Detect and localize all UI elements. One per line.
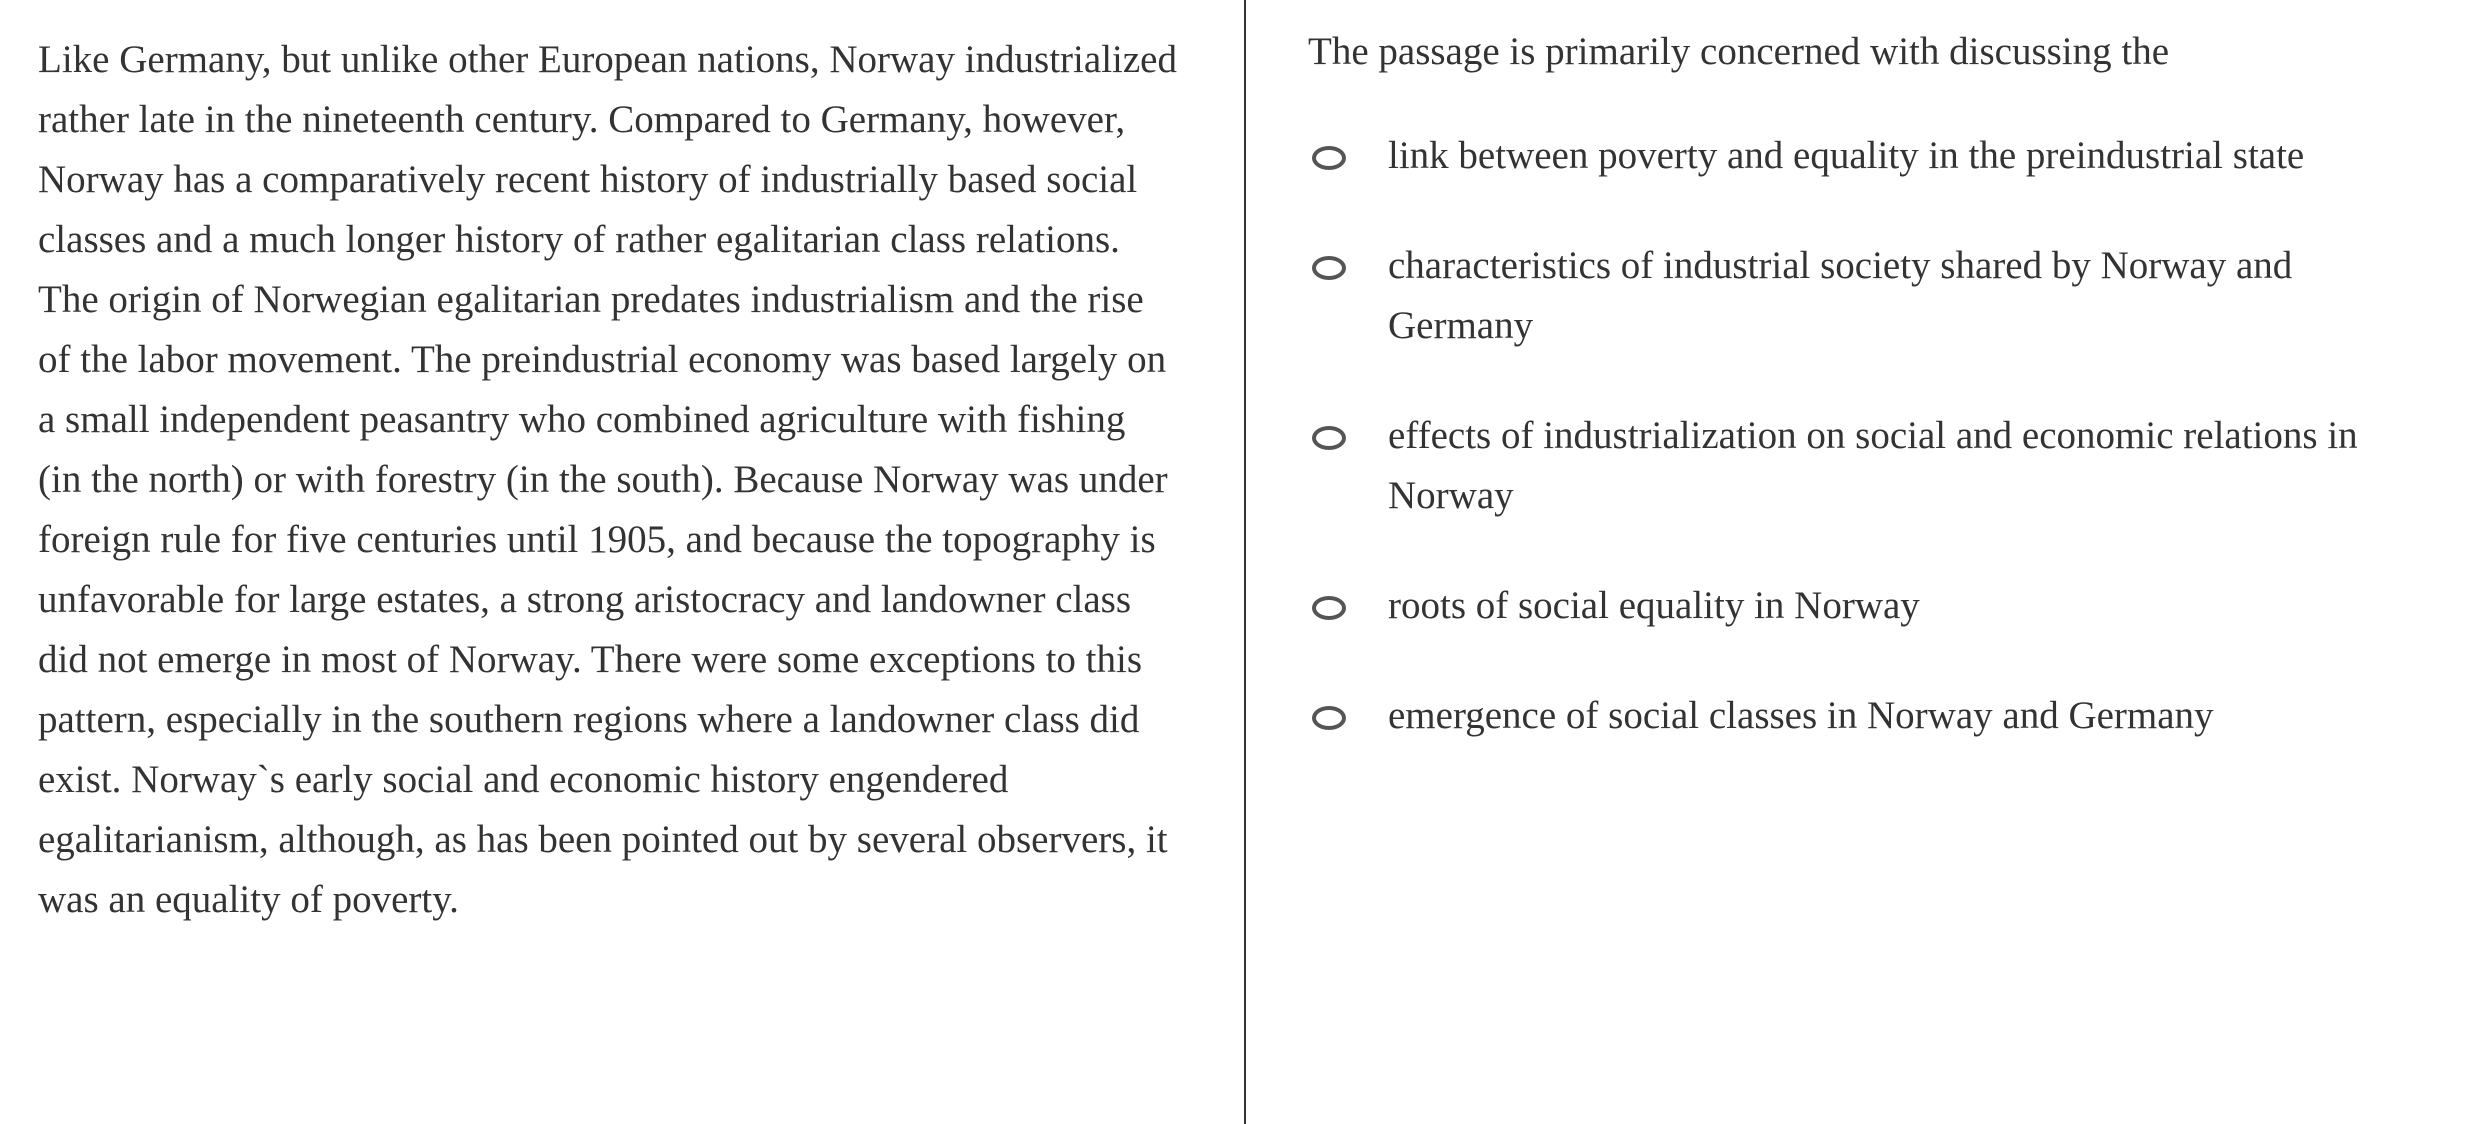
- answer-option-b[interactable]: [1308, 236, 2478, 356]
- answer-option-label: effects of industrialization on social and economic relations in Norway: [1388, 414, 2358, 517]
- answer-option-d[interactable]: [1308, 576, 2478, 636]
- answer-option-label: emergence of social classes in Norway and Germany: [1388, 694, 2214, 737]
- answer-option-a[interactable]: [1308, 126, 2478, 186]
- passage-text: Like Germany, but unlike other European nations, Norway industrialized rather late in the nineteenth century. Compared to Germany, however, Norway has a comparatively recent history of industrially based social classes and a much longer history of rather egalitarian class relations. The origin of Norwegian egalitarian predates industrialism and the rise of the labor movement. The preindustrial economy was based largely on a small independent peasantry who combined agriculture with fishing (in the north) or with forestry (in the south). Because Norway was under foreign rule for five centuries until 1905, and because the topography is unfavorable for large estates, a strong aristocracy and landowner class did not emerge in most of Norway. There were some exceptions to this pattern, especially in the southern regions where a landowner class did exist. Norway`s early social and economic history engendered egalitarianism, although, as has been pointed out by several observers, it was an equality of poverty.: [38, 38, 1177, 921]
- radio-button[interactable]: [1312, 426, 1346, 450]
- answer-option-c[interactable]: [1308, 406, 2478, 526]
- radio-button[interactable]: [1312, 256, 1346, 280]
- answer-option-label: roots of social equality in Norway: [1388, 584, 1920, 627]
- answer-option-label: characteristics of industrial society shared by Norway and Germany: [1388, 244, 2293, 347]
- radio-button[interactable]: [1312, 146, 1346, 170]
- answer-option-label: link between poverty and equality in the preindustrial state: [1388, 134, 2305, 177]
- question-stem: The passage is primarily concerned with discussing the: [1308, 30, 2170, 73]
- question-pane: [1246, 0, 2478, 1124]
- radio-button[interactable]: [1312, 706, 1346, 730]
- answer-option-e[interactable]: [1308, 686, 2478, 746]
- answer-options: [1308, 126, 2478, 746]
- radio-button[interactable]: [1312, 596, 1346, 620]
